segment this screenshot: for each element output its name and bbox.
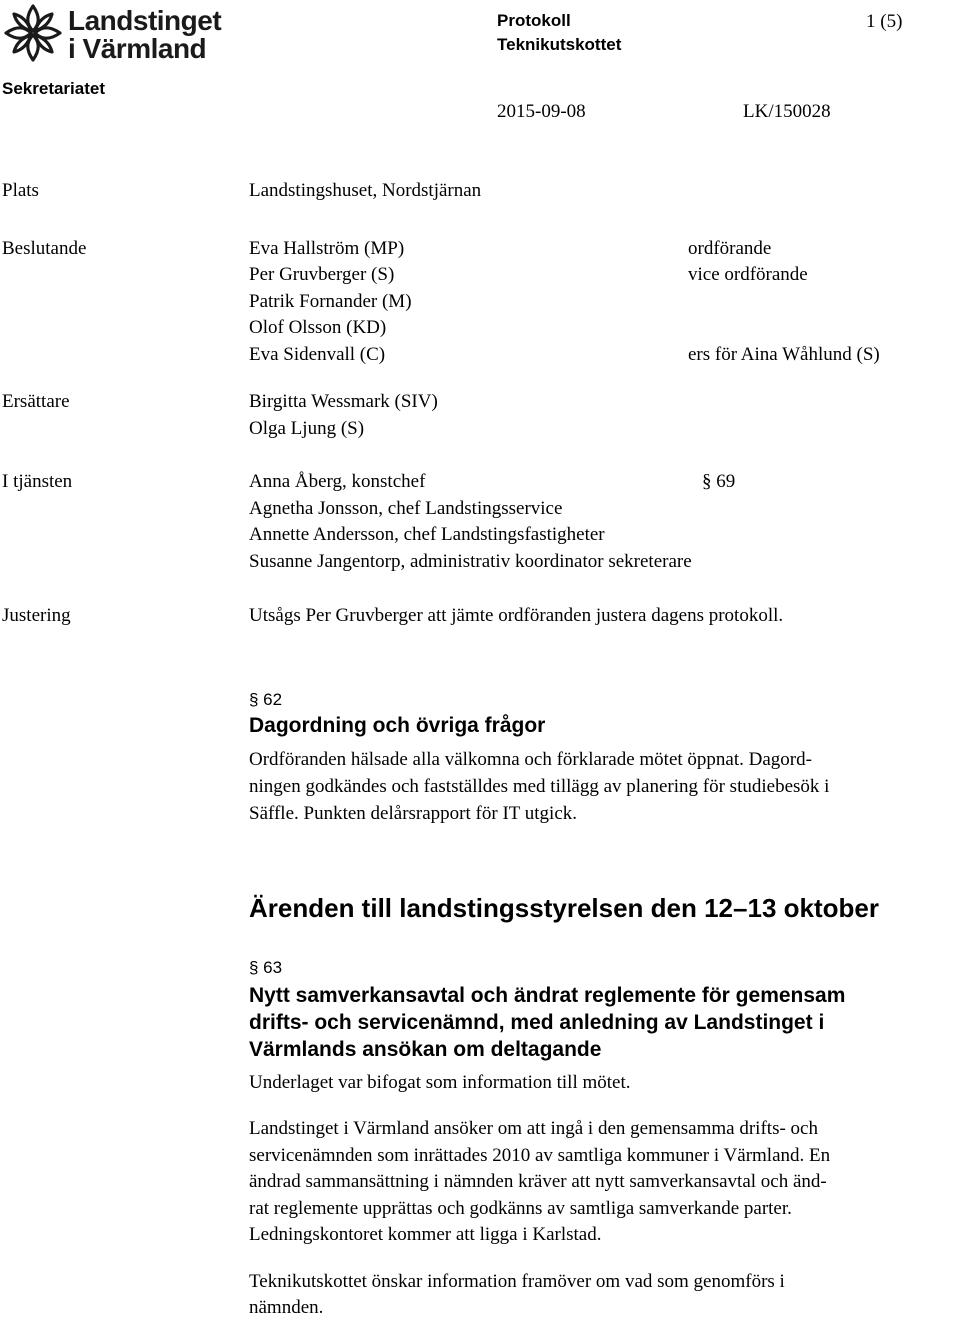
committee-name: Teknikutskottet bbox=[497, 35, 622, 54]
beslutande-role: vice ordförande bbox=[688, 264, 808, 285]
section-63-p3-line: Teknikutskottet önskar information framöver om vad som genomförs i bbox=[249, 1271, 785, 1292]
department: Sekretariatet bbox=[2, 79, 106, 98]
ersattare-name: Birgitta Wessmark (SIV) bbox=[249, 391, 438, 412]
section-63-p3-line: nämnden. bbox=[249, 1297, 324, 1318]
itjansten-person: Agnetha Jonsson, chef Landstingsservice bbox=[249, 498, 563, 519]
itjansten-paragraph: § 69 bbox=[702, 471, 736, 492]
section-63-p2-line: Ledningskontoret kommer att ligga i Karlstad. bbox=[249, 1224, 602, 1245]
justering-label: Justering bbox=[2, 605, 71, 626]
itjansten-person: Susanne Jangentorp, administrativ koordinator sekreterare bbox=[249, 551, 692, 572]
beslutande-name: Per Gruvberger (S) bbox=[249, 264, 395, 285]
logo-text-line1: Landstinget bbox=[68, 5, 222, 36]
section-63-title-line: drifts- och servicenämnd, med anledning av Landstinget i bbox=[249, 1011, 825, 1034]
plats-label: Plats bbox=[2, 180, 39, 201]
meeting-date: 2015-09-08 bbox=[497, 101, 586, 122]
section-63-title-line: Nytt samverkansavtal och ändrat reglemente för gemensam bbox=[249, 984, 846, 1007]
section-62-number: § 62 bbox=[249, 690, 283, 709]
section-63-p2-line: ändrad sammansättning i nämnden kräver att nytt samverkansavtal och änd- bbox=[249, 1171, 827, 1192]
section-62-title: Dagordning och övriga frågor bbox=[249, 714, 546, 737]
itjansten-person: Anna Åberg, konstchef bbox=[249, 471, 426, 492]
justering-value: Utsågs Per Gruvberger att jämte ordföranden justera dagens protokoll. bbox=[249, 605, 784, 626]
section-63-p2-line: rat reglemente upprättas och godkänns av samtliga samverkande parter. bbox=[249, 1198, 792, 1219]
reference-number: LK/150028 bbox=[743, 101, 831, 122]
itjansten-person: Annette Andersson, chef Landstingsfastigheter bbox=[249, 524, 605, 545]
section-63-number: § 63 bbox=[249, 958, 283, 977]
beslutande-name: Patrik Fornander (M) bbox=[249, 291, 412, 312]
landstinget-logo bbox=[2, 2, 222, 66]
beslutande-role: ordförande bbox=[688, 238, 772, 259]
page-number: 1 (5) bbox=[866, 11, 903, 32]
section-63-title-line: Värmlands ansökan om deltagande bbox=[249, 1038, 602, 1061]
section-62-text-line: Säffle. Punkten delårsrapport för IT utgick. bbox=[249, 803, 578, 824]
ersattare-name: Olga Ljung (S) bbox=[249, 418, 365, 439]
logo-text-line2: i Värmland bbox=[68, 33, 207, 64]
section-63-p2-line: Landstinget i Värmland ansöker om att ingå i den gemensamma drifts- och bbox=[249, 1118, 818, 1139]
beslutande-name: Eva Sidenvall (C) bbox=[249, 344, 386, 365]
beslutande-name: Eva Hallström (MP) bbox=[249, 238, 405, 259]
ersattare-label: Ersättare bbox=[2, 391, 70, 412]
doc-type: Protokoll bbox=[497, 11, 571, 30]
section-63-p2-line: servicenämnden som inrättades 2010 av samtliga kommuner i Värmland. En bbox=[249, 1145, 831, 1166]
beslutande-label: Beslutande bbox=[2, 238, 87, 259]
section-62-text-line: Ordföranden hälsade alla välkomna och förklarade mötet öppnat. Dagord- bbox=[249, 749, 812, 770]
flower-logo-icon bbox=[2, 2, 64, 64]
beslutande-name: Olof Olsson (KD) bbox=[249, 317, 387, 338]
plats-value: Landstingshuset, Nordstjärnan bbox=[249, 180, 482, 201]
itjansten-label: I tjänsten bbox=[2, 471, 73, 492]
agenda-heading: Ärenden till landstingsstyrelsen den 12–13 oktober bbox=[249, 893, 879, 923]
section-62-text-line: ningen godkändes och fastställdes med tillägg av planering för studiebesök i bbox=[249, 776, 830, 797]
section-63-paragraph-1: Underlaget var bifogat som information till mötet. bbox=[249, 1072, 631, 1093]
beslutande-role: ers för Aina Wåhlund (S) bbox=[688, 344, 880, 365]
